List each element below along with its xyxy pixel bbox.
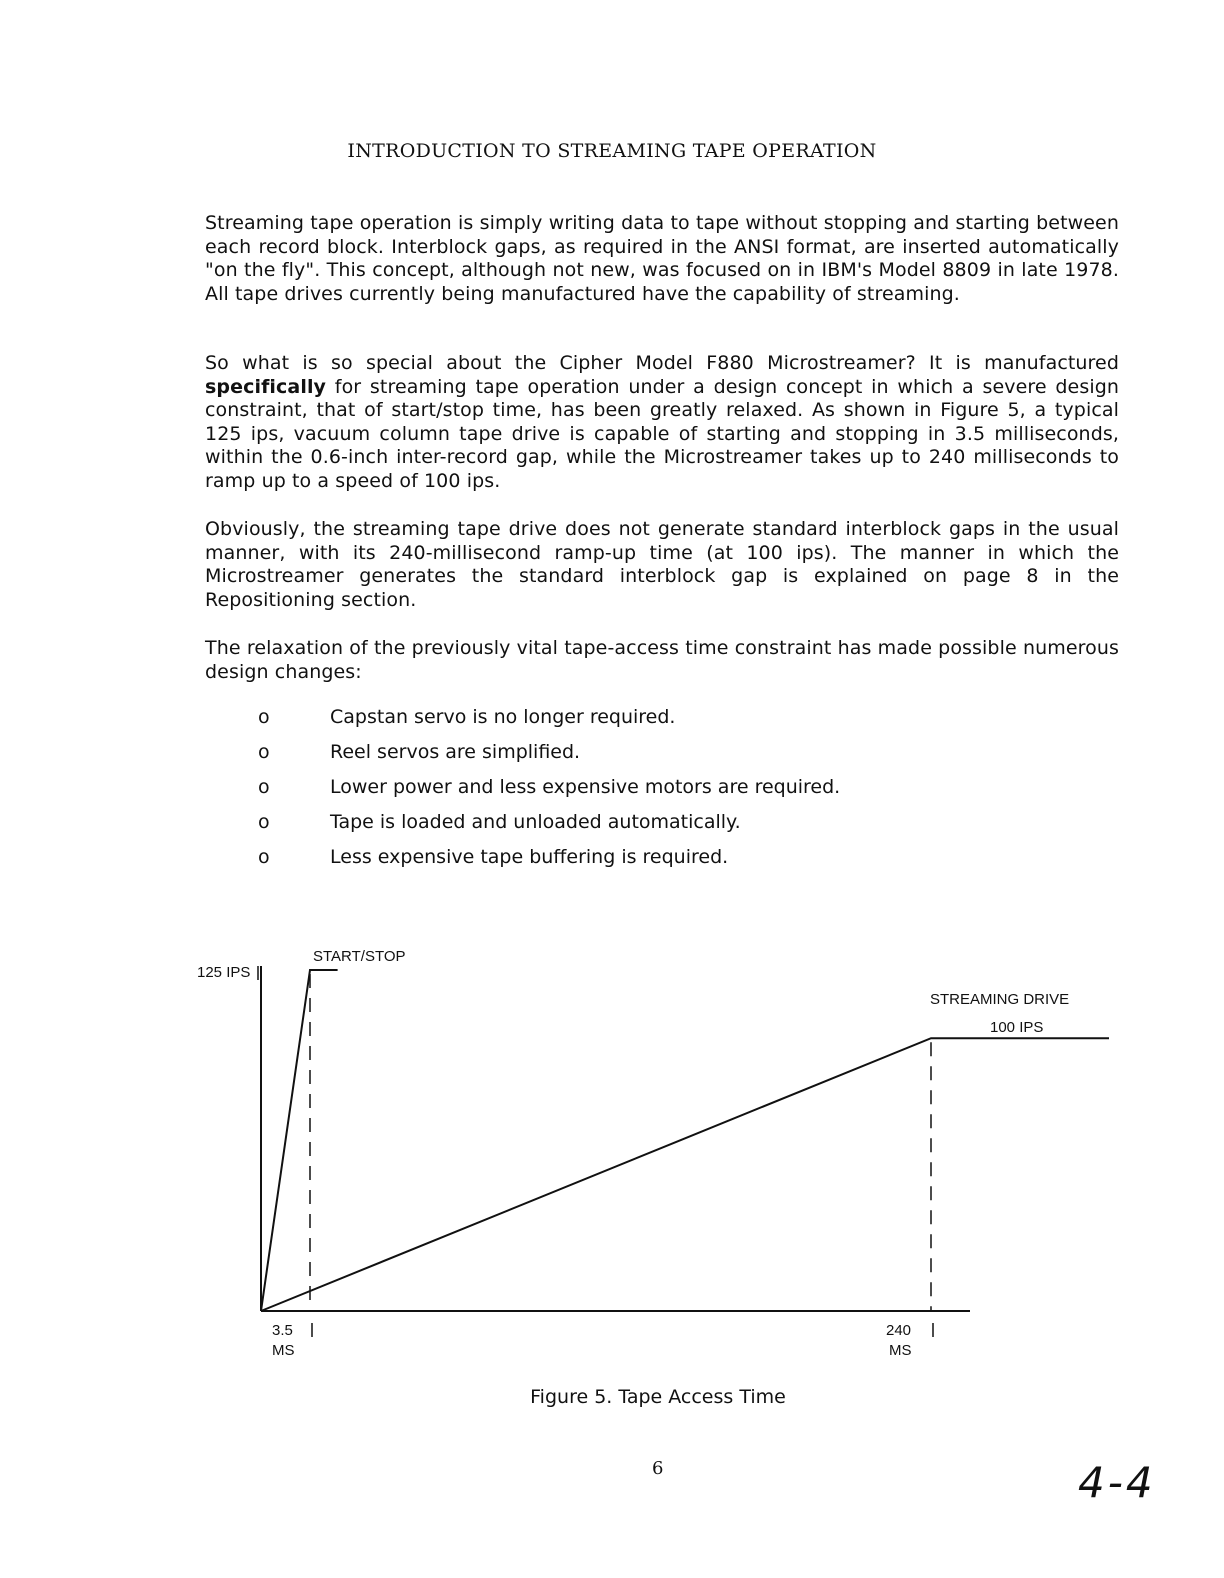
x-unit-ms-right: MS (889, 1342, 912, 1359)
paragraph-intro: Streaming tape operation is simply writing data to tape without stopping and starting between each record block. Interblock gaps, as required in the ANSI format, are inserted automatically "on the fly". This concept, although not new, was focused on in IBM's Model 8809 in late 1978. All tape drives currently being manufactured have the capability of streaming. (205, 212, 1119, 305)
figure-caption: Figure 5. Tape Access Time (530, 1386, 786, 1408)
label-100-ips: 100 IPS (990, 1019, 1044, 1036)
bullet-marker: o (258, 811, 270, 833)
page-title: INTRODUCTION TO STREAMING TAPE OPERATION (347, 140, 877, 162)
handwritten-page-stamp: 4-4 (1078, 1458, 1156, 1507)
list-item-text: Lower power and less expensive motors are required. (330, 776, 841, 798)
bullet-marker: o (258, 741, 270, 763)
paragraph-interblock-gaps: Obviously, the streaming tape drive does not generate standard interblock gaps in the usual manner, with its 240-millisecond ramp-up time (at 100 ips). The manner in which the Microstreamer generates the standard interblock gap is explained on page 8 in the Repositioning section. (205, 518, 1119, 611)
paragraph-microstreamer-end: for streaming tape operation under a design concept in which a severe design constraint, that of start/stop time, has been greatly relaxed. As shown in Figure 5, a typical 125 ips, vacuum column tape drive is capable of starting and stopping in 3.5 milliseconds, within the 0.6-inch inter-record gap, while the Microstreamer takes up to 240 milliseconds to ramp up to a speed of 100 ips. (205, 375, 1120, 492)
list-item-text: Reel servos are simplified. (330, 741, 581, 763)
series-line-start-stop (261, 970, 338, 1311)
paragraph-microstreamer-start: So what is so special about the Cipher Model F880 Microstreamer? It is manufactured (205, 352, 1119, 374)
x-unit-ms-left: MS (272, 1342, 295, 1359)
page-number: 6 (652, 1458, 664, 1479)
y-label-125-ips: 125 IPS (197, 964, 251, 981)
list-item-text: Capstan servo is no longer required. (330, 706, 676, 728)
x-label-3-5: 3.5 (272, 1322, 293, 1339)
list-item-text: Less expensive tape buffering is required. (330, 846, 729, 868)
chart-plot-area (258, 966, 1109, 1337)
series-line-streaming-drive (261, 1038, 1109, 1311)
bullet-marker: o (258, 846, 270, 868)
emphasis-specifically: specifically (205, 375, 327, 398)
bullet-marker: o (258, 706, 270, 728)
paragraph-design-changes: The relaxation of the previously vital tape-access time constraint has made possible numerous design changes: (205, 637, 1119, 683)
label-streaming-drive: STREAMING DRIVE (930, 991, 1070, 1008)
bullet-marker: o (258, 776, 270, 798)
label-start-stop: START/STOP (313, 948, 406, 965)
list-item-text: Tape is loaded and unloaded automatically. (330, 811, 741, 833)
x-label-240: 240 (886, 1322, 912, 1339)
